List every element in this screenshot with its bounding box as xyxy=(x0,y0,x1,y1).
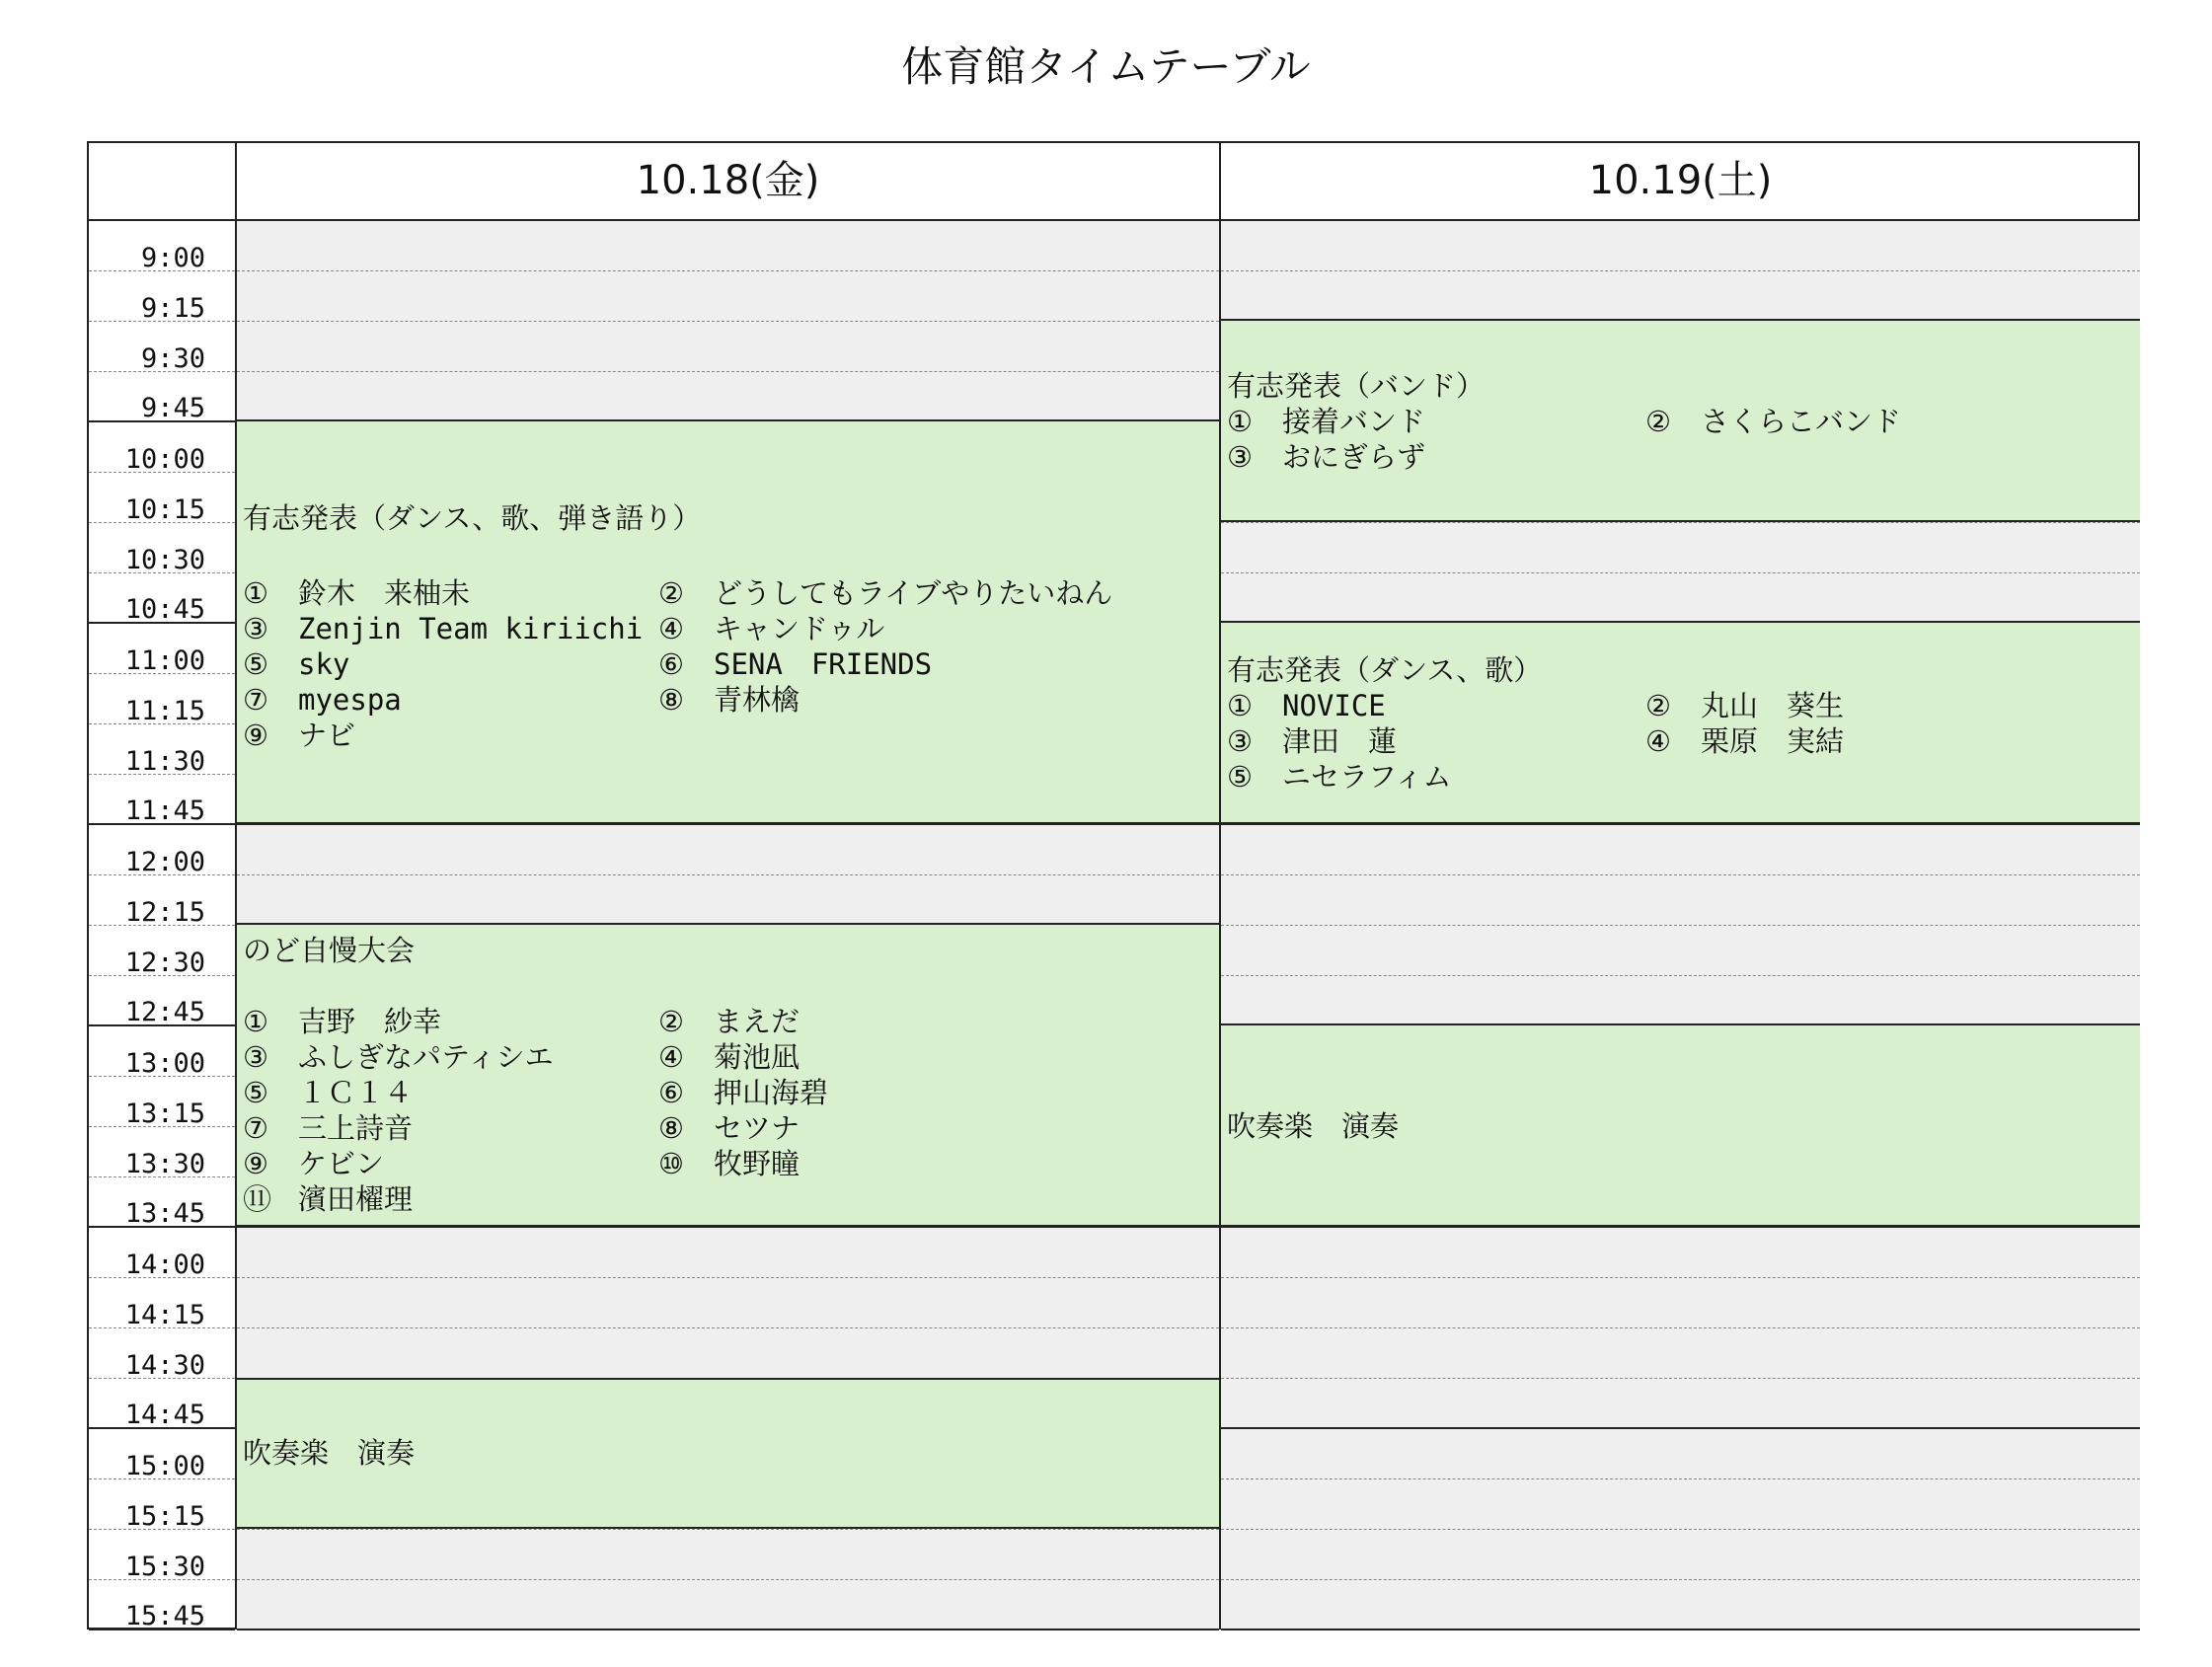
performer: ③ 津田 蓮 xyxy=(1227,724,1398,758)
performer: ② まえだ xyxy=(658,1005,801,1038)
time-label: 15:15 xyxy=(89,1479,235,1530)
time-slot-day2 xyxy=(1221,875,2140,926)
time-label: 13:45 xyxy=(89,1177,235,1228)
performer: ⑧ セツナ xyxy=(658,1111,801,1145)
event-day1-nodojiman xyxy=(237,923,1220,1227)
time-label: 14:30 xyxy=(89,1328,235,1379)
time-label: 10:45 xyxy=(89,573,235,624)
time-label: 11:00 xyxy=(89,624,235,674)
performer: ⑥ 押山海碧 xyxy=(658,1076,829,1109)
time-label: 14:00 xyxy=(89,1228,235,1278)
performer: ④ 菊池凪 xyxy=(658,1040,801,1074)
time-slot-day2 xyxy=(1221,271,2140,322)
time-label: 10:15 xyxy=(89,473,235,523)
time-label: 12:15 xyxy=(89,875,235,926)
time-slot-day1 xyxy=(237,1228,1219,1278)
day-header-1: 10.18(金) xyxy=(636,158,820,203)
time-slot-day1 xyxy=(237,1278,1219,1328)
time-slot-day2 xyxy=(1221,1379,2140,1429)
time-label: 10:00 xyxy=(89,422,235,473)
performer: ① 吉野 紗幸 xyxy=(243,1005,442,1038)
event-day1-yushi-dance xyxy=(237,419,1220,824)
performer: ⑧ 青林檎 xyxy=(658,683,801,717)
performer: ⑤ ニセラフィム xyxy=(1227,760,1452,794)
time-slot-day1 xyxy=(237,825,1219,875)
performer: ③ ふしぎなパティシエ xyxy=(243,1040,554,1074)
time-label: 9:30 xyxy=(89,322,235,372)
time-label: 12:30 xyxy=(89,926,235,976)
time-label: 12:00 xyxy=(89,825,235,875)
time-slot-day2 xyxy=(1221,1228,2140,1278)
time-slot-day1 xyxy=(237,1530,1219,1580)
time-label: 15:45 xyxy=(89,1580,235,1630)
day-column-divider xyxy=(1219,143,1221,1628)
time-label: 9:45 xyxy=(89,372,235,422)
time-column-divider xyxy=(235,143,237,1628)
time-label: 13:15 xyxy=(89,1077,235,1127)
time-slot-day1 xyxy=(237,221,1219,271)
performer: ① NOVICE xyxy=(1227,689,1386,722)
performer: ② 丸山 葵生 xyxy=(1645,689,1845,722)
event-day1-suisogaku xyxy=(237,1378,1220,1529)
performer: ⑤ １Ｃ１４ xyxy=(243,1076,414,1109)
time-slot-day1 xyxy=(237,322,1219,372)
performer: ④ 栗原 実結 xyxy=(1645,724,1845,758)
day-header-2: 10.19(土) xyxy=(1588,158,1773,203)
event-day2-yushi-band xyxy=(1221,319,2140,522)
performer: ② どうしてもライブやりたいねん xyxy=(658,576,1113,610)
event-title: 吹奏楽 演奏 xyxy=(243,1436,416,1470)
time-label: 14:45 xyxy=(89,1379,235,1429)
performer: ⑥ SENA FRIENDS xyxy=(658,647,933,681)
time-slot-day2 xyxy=(1221,1429,2140,1479)
time-slot-day2 xyxy=(1221,1328,2140,1379)
performer: ⑦ myespa xyxy=(243,683,402,717)
time-label: 15:00 xyxy=(89,1429,235,1479)
event-day2-yushi-dance xyxy=(1221,621,2140,824)
time-slot-day2 xyxy=(1221,976,2140,1026)
event-title: 有志発表（バンド） xyxy=(1227,369,1486,403)
time-label: 15:30 xyxy=(89,1530,235,1580)
time-label: 12:45 xyxy=(89,976,235,1026)
performer: ⑪ 濱田櫂理 xyxy=(243,1182,414,1216)
time-slot-day1 xyxy=(237,271,1219,322)
time-slot-day2 xyxy=(1221,926,2140,976)
time-label: 9:00 xyxy=(89,221,235,271)
time-slot-day2 xyxy=(1221,523,2140,573)
time-label: 13:00 xyxy=(89,1026,235,1077)
performer: ③ Zenjin Team kiriichi xyxy=(243,612,644,645)
performer: ① 接着バンド xyxy=(1227,405,1426,438)
time-slot-day2 xyxy=(1221,573,2140,624)
performer: ⑨ ケビン xyxy=(243,1147,385,1180)
event-day2-suisogaku xyxy=(1221,1023,2140,1227)
time-slot-day1 xyxy=(237,1580,1219,1630)
time-slot-day2 xyxy=(1221,1278,2140,1328)
performer: ⑦ 三上詩音 xyxy=(243,1111,414,1145)
time-slot-day2 xyxy=(1221,1580,2140,1630)
performer: ④ キャンドゥル xyxy=(658,612,885,645)
performer: ① 鈴木 来柚未 xyxy=(243,576,471,610)
event-title: 有志発表（ダンス、歌） xyxy=(1227,653,1543,687)
time-label: 14:15 xyxy=(89,1278,235,1328)
performer: ② さくらこバンド xyxy=(1645,405,1902,438)
performer: ⑩ 牧野瞳 xyxy=(658,1147,801,1180)
time-label: 11:15 xyxy=(89,674,235,724)
time-label: 11:30 xyxy=(89,724,235,775)
time-slot-day2 xyxy=(1221,1479,2140,1530)
time-slot-day2 xyxy=(1221,221,2140,271)
performer: ⑤ sky xyxy=(243,647,350,681)
event-title: のど自慢大会 xyxy=(243,934,416,967)
timetable-grid xyxy=(87,141,2140,1629)
time-label: 9:15 xyxy=(89,271,235,322)
time-slot-day2 xyxy=(1221,1530,2140,1580)
performer: ③ おにぎらず xyxy=(1227,440,1426,474)
time-slot-day1 xyxy=(237,875,1219,926)
time-label: 10:30 xyxy=(89,523,235,573)
page-title: 体育館タイムテーブル xyxy=(901,42,1311,91)
time-label: 13:30 xyxy=(89,1127,235,1177)
event-title: 吹奏楽 演奏 xyxy=(1227,1109,1400,1143)
time-slot-day1 xyxy=(237,1328,1219,1379)
performer: ⑨ ナビ xyxy=(243,719,356,752)
time-label: 11:45 xyxy=(89,775,235,825)
event-title: 有志発表（ダンス、歌、弾き語り） xyxy=(243,501,702,535)
time-slot-day1 xyxy=(237,372,1219,422)
time-slot-day2 xyxy=(1221,825,2140,875)
